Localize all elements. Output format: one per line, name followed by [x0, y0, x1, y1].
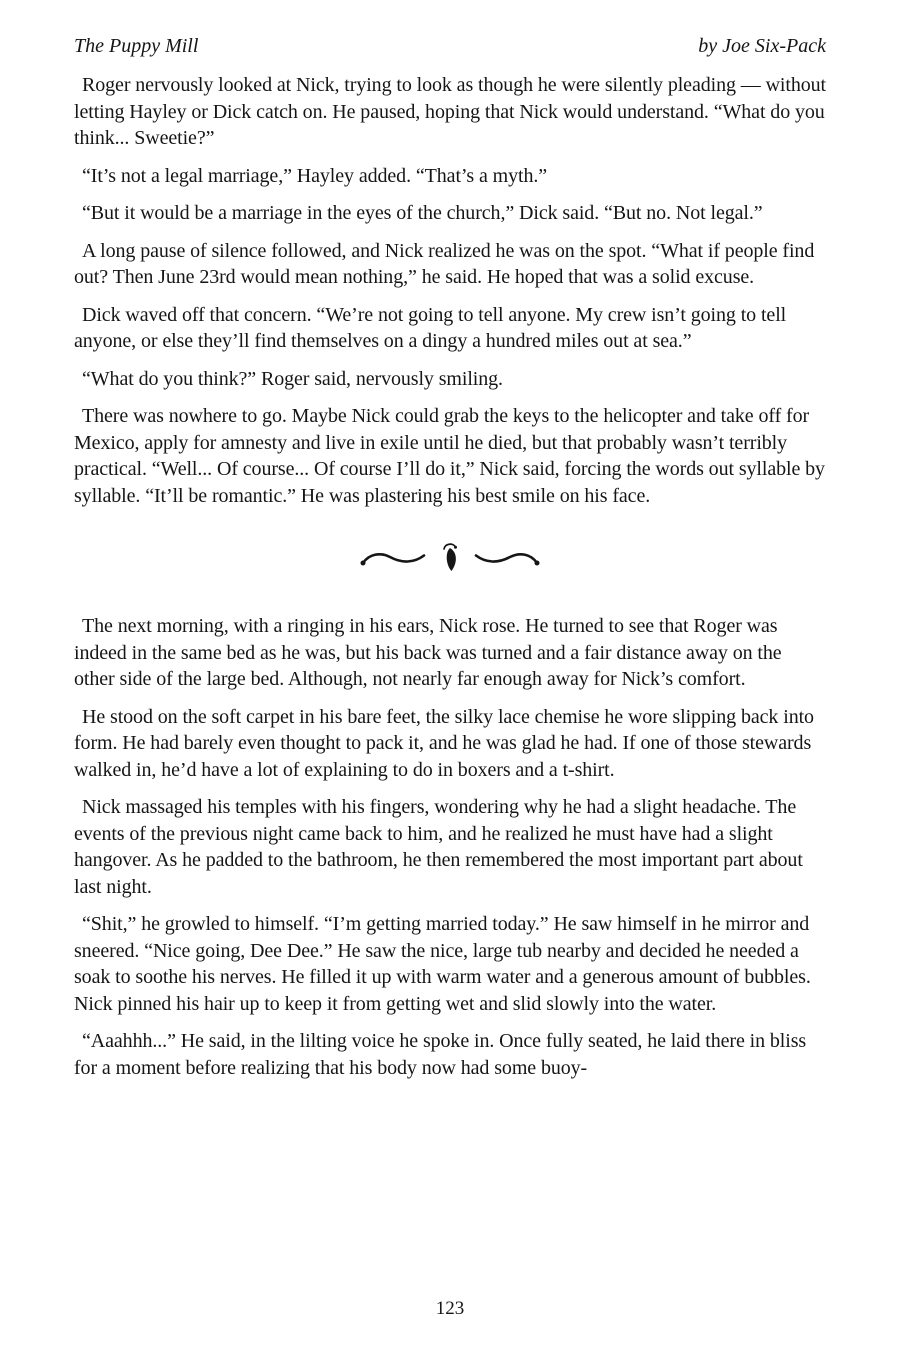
book-author: by Joe Six-Pack: [698, 35, 826, 57]
book-title: The Puppy Mill: [74, 35, 199, 57]
paragraph: Dick waved off that concern. “We’re not going to tell anyone. My crew isn’t going to tell anyone, or else they’ll find themselves on a dingy a hundred miles out at sea.”: [74, 303, 787, 352]
paragraph: There was nowhere to go. Maybe Nick could grab the keys to the helicopter and take off for Mexico, apply for amnesty and live in exile until he died, but that probably wasn’t terribly practical. “Well... Of course... Of course I’ll do it,” Nick said, forcing the words out syllable by syllable. “It’ll be romantic.” He was plastering his best smile on his face.: [74, 405, 825, 507]
page-footer: [0, 1298, 900, 1320]
paragraph: He stood on the soft carpet in his bare feet, the silky lace chemise he wore slipping back into form. He had barely even thought to pack it, and he was glad he had. If one of those stewards walked in, he’d have a lot of explaining to do in boxers and a t-shirt.: [74, 705, 814, 781]
paragraph: Roger nervously looked at Nick, trying to look as though he were silently pleading — without letting Hayley or Dick catch on. He paused, hoping that Nick would understand. “What do you think... Sweetie?”: [74, 74, 827, 149]
paragraph: The next morning, with a ringing in his ears, Nick rose. He turned to see that Roger was indeed in the same bed as he was, but his back was turned and a fair distance away on the other side of the large bed. Although, not nearly far enough away for Nick’s comfort.: [74, 615, 782, 690]
paragraph: A long pause of silence followed, and Nick realized he was on the spot. “What if people find out? Then June 23rd would mean nothing,” he said. He hoped that was a solid excuse.: [74, 239, 815, 288]
running-header: [74, 34, 826, 58]
fleuron-divider-icon: [355, 539, 545, 579]
body-text: [74, 72, 826, 1081]
paragraph: Nick massaged his temples with his fingers, wondering why he had a slight headache. The events of the previous night came back to him, and he realized he must have had a slight hangover. As he padded to the bathroom, he then remembered the most important part about last night.: [74, 796, 803, 898]
scene-divider: [74, 539, 826, 579]
paragraph: “But it would be a marriage in the eyes of the church,” Dick said. “But no. Not legal.”: [82, 202, 763, 224]
paragraph: “It’s not a legal marriage,” Hayley added. “That’s a myth.”: [82, 164, 548, 187]
paragraph: “What do you think?” Roger said, nervously smiling.: [82, 367, 503, 390]
paragraph: “Aaahhh...” He said, in the lilting voice he spoke in. Once fully seated, he laid there in bliss for a moment before realizing that his body now had some buoy-: [74, 1030, 807, 1079]
page-number: 123: [435, 1298, 465, 1319]
paragraph: “Shit,” he growled to himself. “I’m getting married today.” He saw himself in he mirror and sneered. “Nice going, Dee Dee.” He saw the nice, large tub nearby and decided he needed a soak to soothe his nerves. He filled it up with warm water and a generous amount of bubbles. Nick pinned his hair up to keep it from getting wet and slid slowly into the water.: [74, 913, 811, 1015]
